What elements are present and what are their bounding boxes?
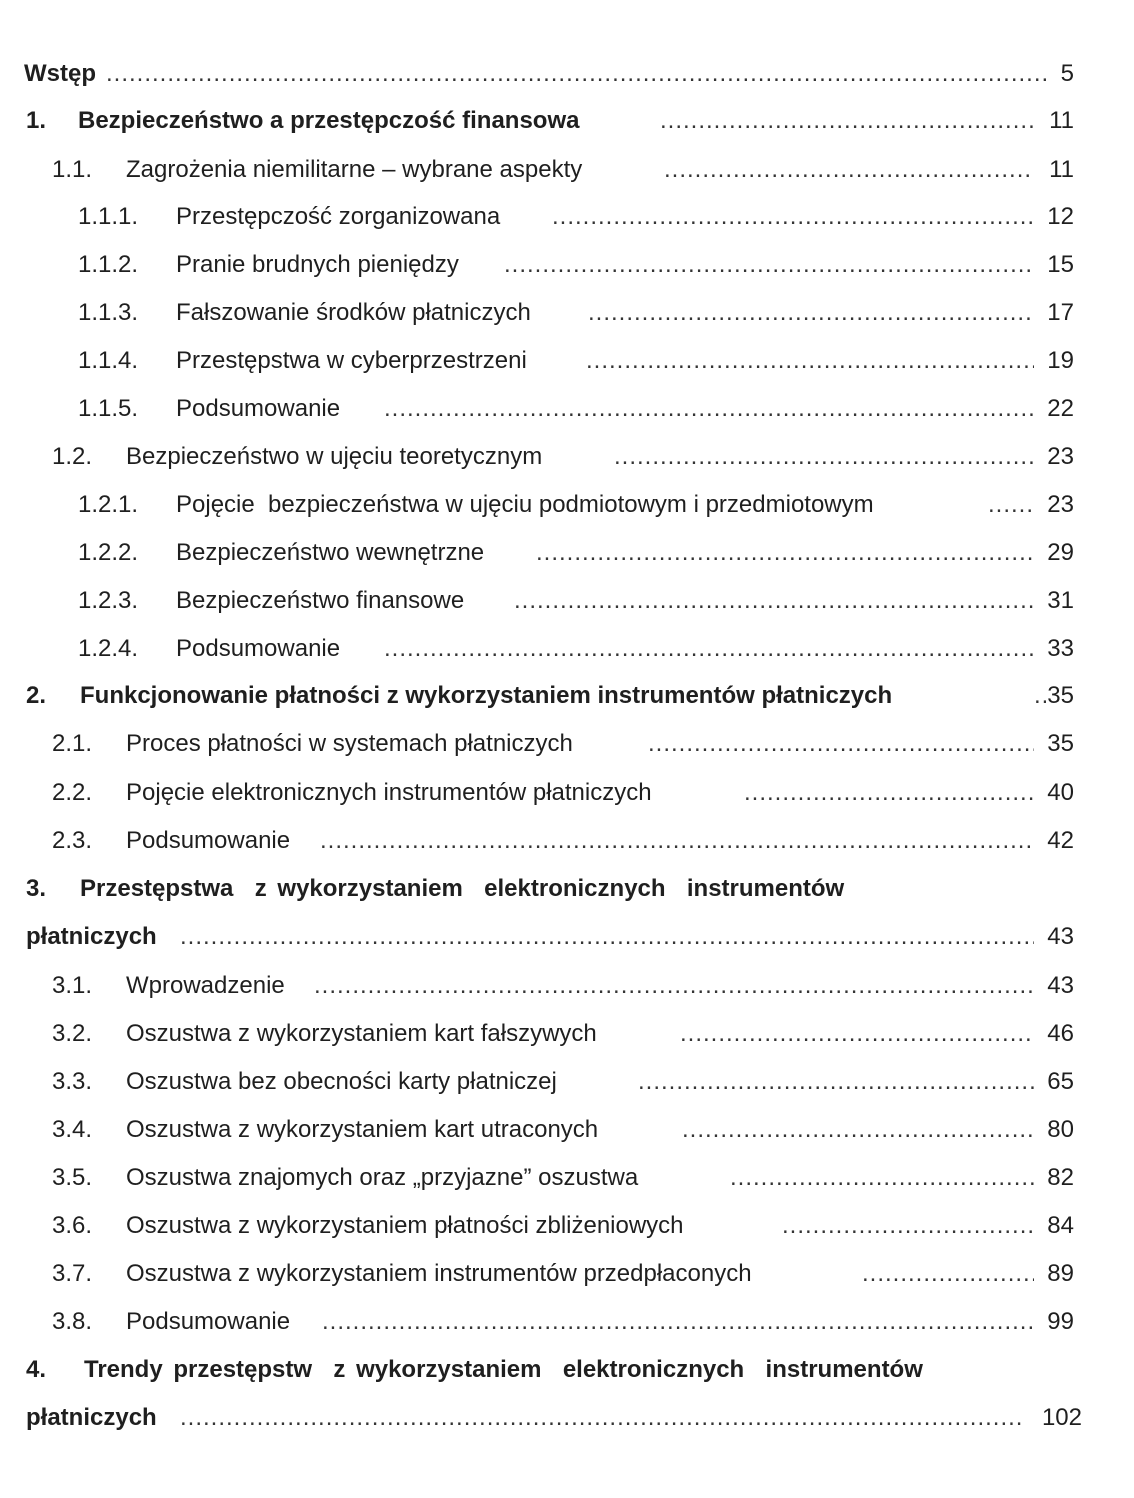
toc-entry-number: 1.1.2.: [78, 251, 139, 278]
toc-leader-dots: [384, 629, 1034, 669]
toc-entry-title: Wprowadzenie: [126, 972, 285, 999]
toc-leader-dots: [682, 1110, 1034, 1150]
toc-entry-title: Pranie brudnych pieniędzy: [176, 251, 459, 278]
toc-entry-number: 2.3.: [52, 827, 93, 854]
toc-entry-number: 1.1.1.: [78, 203, 139, 230]
toc-entry-3-1[interactable]: [0, 966, 1134, 1006]
toc-entry-number: 1.2.3.: [78, 587, 139, 614]
toc-entry-title: Trendy przestępstw z wykorzystaniem elektronicznych instrumentów: [84, 1356, 923, 1383]
toc-page-number: 35: [1047, 682, 1074, 709]
toc-page-number: 89: [1047, 1260, 1074, 1287]
toc-entry-3-2[interactable]: [0, 1014, 1134, 1054]
toc-leader-dots: [638, 1062, 1034, 1102]
toc-page-number: 23: [1047, 443, 1074, 470]
toc-entry-3-6[interactable]: [0, 1206, 1134, 1246]
toc-page-number: 22: [1047, 395, 1074, 422]
toc-entry-number: 3.4.: [52, 1116, 93, 1143]
toc-page-number: 33: [1047, 635, 1074, 662]
toc-entry-title: Przestępczość zorganizowana: [176, 203, 501, 230]
toc-page-number: 99: [1047, 1308, 1074, 1335]
toc-entry-number: 1.2.4.: [78, 635, 139, 662]
toc-entry-number: 2.1.: [52, 730, 93, 757]
toc-leader-dots: [384, 389, 1034, 429]
toc-page-number: 31: [1047, 587, 1074, 614]
toc-page-number: 82: [1047, 1164, 1074, 1191]
toc-leader-dots: [320, 821, 1034, 861]
toc-entry-chapter-3-line-1[interactable]: [0, 869, 1134, 909]
toc-entry-1-1-4[interactable]: [0, 341, 1134, 381]
toc-leader-dots: [536, 533, 1034, 573]
toc-leader-dots: [322, 1302, 1034, 1342]
toc-entry-2-3[interactable]: [0, 821, 1134, 861]
toc-page-number: 17: [1047, 299, 1074, 326]
toc-page-number: 11: [1049, 156, 1074, 183]
toc-leader-dots: [588, 293, 1034, 333]
toc-leader-dots: [180, 917, 1034, 957]
toc-entry-1-2-2[interactable]: [0, 533, 1134, 573]
toc-entry-title: Bezpieczeństwo finansowe: [176, 587, 465, 614]
toc-entry-number: 1.2.: [52, 443, 93, 470]
toc-entry-title: Podsumowanie: [126, 1308, 291, 1335]
toc-leader-dots: [680, 1014, 1034, 1054]
toc-entry-chapter-3-line-2[interactable]: [0, 917, 1134, 957]
toc-entry-number: 3.6.: [52, 1212, 93, 1239]
toc-entry-number: 3.1.: [52, 972, 93, 999]
toc-entry-title: Podsumowanie: [176, 395, 341, 422]
toc-leader-dots: [744, 773, 1034, 813]
toc-entry-title: Oszustwa bez obecności karty płatniczej: [126, 1068, 557, 1095]
toc-entry-intro[interactable]: [0, 54, 1134, 94]
toc-leader-dots: [730, 1158, 1034, 1198]
toc-page-number: 5: [1060, 60, 1074, 87]
toc-entry-1-2-1[interactable]: [0, 485, 1134, 525]
toc-page-number: 19: [1047, 347, 1074, 374]
toc-entry-3-4[interactable]: [0, 1110, 1134, 1150]
toc-entry-3-3[interactable]: [0, 1062, 1134, 1102]
toc-page-number: 23: [1047, 491, 1074, 518]
toc-entry-title: Podsumowanie: [176, 635, 341, 662]
toc-entry-number: 1.1.: [52, 156, 93, 183]
toc-entry-chapter-1[interactable]: [0, 101, 1134, 141]
toc-entry-number: 3.7.: [52, 1260, 93, 1287]
toc-entry-2-1[interactable]: [0, 724, 1134, 764]
toc-entry-number: 2.: [26, 682, 47, 709]
toc-entry-title-continued: płatniczych: [26, 923, 157, 950]
toc-entry-title: Oszustwa z wykorzystaniem kart utraconych: [126, 1116, 599, 1143]
toc-entry-title: Fałszowanie środków płatniczych: [176, 299, 531, 326]
toc-page-number: 42: [1047, 827, 1074, 854]
toc-page-number: 43: [1047, 923, 1074, 950]
toc-entry-number: 3.3.: [52, 1068, 93, 1095]
toc-entry-1-2[interactable]: [0, 437, 1134, 477]
toc-entry-chapter-4-line-1[interactable]: [0, 1350, 1134, 1390]
toc-entry-title: Pojęcie elektronicznych instrumentów płatniczych: [126, 779, 652, 806]
toc-entry-chapter-4-line-2[interactable]: [0, 1398, 1134, 1438]
toc-leader-dots: [1034, 676, 1046, 716]
toc-page-number: 40: [1047, 779, 1074, 806]
toc-entry-title: Bezpieczeństwo wewnętrzne: [176, 539, 485, 566]
toc-entry-title: Przestępstwa z wykorzystaniem elektronicznych instrumentów: [80, 875, 845, 902]
toc-leader-dots: [614, 437, 1034, 477]
toc-page-number: 46: [1047, 1020, 1074, 1047]
toc-entry-title: Bezpieczeństwo w ujęciu teoretycznym: [126, 443, 543, 470]
toc-entry-title: Proces płatności w systemach płatniczych: [126, 730, 573, 757]
toc-page-number: 15: [1047, 251, 1074, 278]
toc-entry-2-2[interactable]: [0, 773, 1134, 813]
toc-entry-title: Bezpieczeństwo a przestępczość finansowa: [78, 107, 580, 134]
toc-entry-number: 1.2.1.: [78, 491, 139, 518]
toc-entry-number: 1.2.2.: [78, 539, 139, 566]
toc-entry-1-2-3[interactable]: [0, 581, 1134, 621]
toc-leader-dots: [782, 1206, 1034, 1246]
toc-page-number: 84: [1047, 1212, 1074, 1239]
toc-entry-1-1-1[interactable]: [0, 197, 1134, 237]
toc-entry-title: Oszustwa z wykorzystaniem instrumentów przedpłaconych: [126, 1260, 752, 1287]
toc-leader-dots: [988, 485, 1034, 525]
toc-entry-title: Pojęcie bezpieczeństwa w ujęciu podmiotowym i przedmiotowym: [176, 491, 874, 518]
toc-entry-title: Oszustwa znajomych oraz „przyjazne” oszustwa: [126, 1164, 639, 1191]
toc-page-number: 35: [1047, 730, 1074, 757]
toc-leader-dots: [664, 150, 1034, 190]
toc-entry-number: 1.1.5.: [78, 395, 139, 422]
toc-leader-dots: [180, 1398, 1022, 1438]
toc-entry-title: Wstęp: [24, 60, 96, 87]
toc-entry-number: 1.: [26, 107, 47, 134]
toc-entry-3-8[interactable]: [0, 1302, 1134, 1342]
toc-entry-title-continued: płatniczych: [26, 1404, 157, 1431]
toc-page-number: 11: [1049, 107, 1074, 134]
toc-entry-number: 3.2.: [52, 1020, 93, 1047]
toc-entry-title: Oszustwa z wykorzystaniem płatności zbliżeniowych: [126, 1212, 684, 1239]
toc-entry-number: 4.: [26, 1356, 47, 1383]
toc-page-number: 65: [1047, 1068, 1074, 1095]
toc-entry-3-5[interactable]: [0, 1158, 1134, 1198]
toc-entry-title: Funkcjonowanie płatności z wykorzystaniem instrumentów płatniczych: [80, 682, 893, 709]
toc-leader-dots: [504, 245, 1034, 285]
toc-page-number: 12: [1047, 203, 1074, 230]
toc-leader-dots: [514, 581, 1034, 621]
toc-leader-dots: [106, 54, 1046, 94]
toc-entry-1-1-5[interactable]: [0, 389, 1134, 429]
toc-entry-number: 3.5.: [52, 1164, 93, 1191]
toc-leader-dots: [862, 1254, 1034, 1294]
toc-page-number: 102: [1041, 1404, 1082, 1431]
toc-entry-title: Podsumowanie: [126, 827, 291, 854]
toc-leader-dots: [552, 197, 1034, 237]
toc-entry-title: Przestępstwa w cyberprzestrzeni: [176, 347, 527, 374]
toc-entry-title: Oszustwa z wykorzystaniem kart fałszywych: [126, 1020, 597, 1047]
toc-leader-dots: [648, 724, 1034, 764]
toc-leader-dots: [586, 341, 1034, 381]
toc-entry-1-1[interactable]: [0, 150, 1134, 190]
toc-entry-chapter-2[interactable]: [0, 676, 1134, 716]
toc-entry-1-1-2[interactable]: [0, 245, 1134, 285]
toc-leader-dots: [660, 101, 1034, 141]
toc-leader-dots: [314, 966, 1034, 1006]
toc-entry-number: 1.1.4.: [78, 347, 139, 374]
toc-entry-title: Zagrożenia niemilitarne – wybrane aspekty: [126, 156, 583, 183]
toc-page-number: 43: [1047, 972, 1074, 999]
toc-entry-1-2-4[interactable]: [0, 629, 1134, 669]
toc-entry-number: 3.8.: [52, 1308, 93, 1335]
toc-entry-number: 1.1.3.: [78, 299, 139, 326]
toc-page-number: 29: [1047, 539, 1074, 566]
toc-entry-number: 3.: [26, 875, 47, 902]
toc-page-number: 80: [1047, 1116, 1074, 1143]
toc-entry-1-1-3[interactable]: [0, 293, 1134, 333]
toc-entry-3-7[interactable]: [0, 1254, 1134, 1294]
toc-entry-number: 2.2.: [52, 779, 93, 806]
